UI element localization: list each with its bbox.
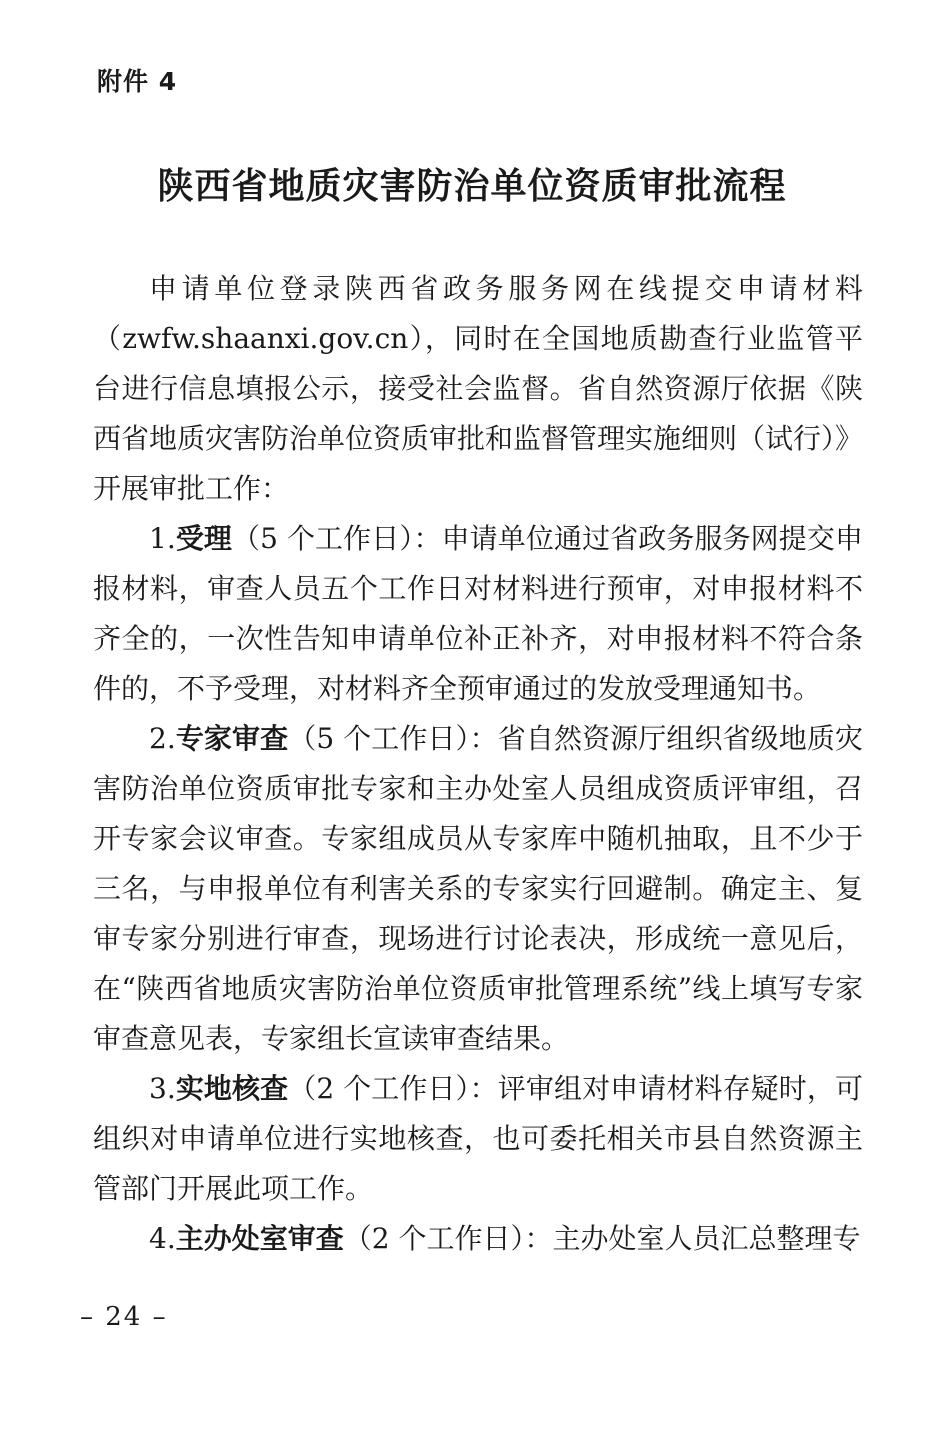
step-text: 主办处室人员汇总整理专: [552, 1222, 861, 1255]
step-duration: （5 个工作日）：: [288, 722, 498, 755]
page-number: – 24 –: [80, 1302, 168, 1332]
step-text: 省自然资源厅组织省级地质灾害防治单位资质审批专家和主办处室人员组成资质评审组，召开专家会议审查。专家组成员从专家库中随机抽取，且不少于三名，与申报单位有利害关系的专家实行回避制。确定主、复审专家分别进行审查，现场进行讨论表决，形成统一意见后，在“陕西省地质灾害防治单位资质审批管理系统”线上填写专家审查意见表，专家组长宣读审查结果。: [93, 722, 863, 1055]
step-heading: 主办处室审查: [175, 1222, 344, 1255]
step-paragraph: [93, 1064, 863, 1214]
step-heading: 专家审查: [175, 722, 289, 755]
step-number: 2.: [149, 722, 176, 755]
document-body: [93, 264, 863, 1264]
document-title: 陕西省地质灾害防治单位资质审批流程: [157, 166, 787, 207]
attachment-label: 附件 4: [97, 67, 178, 96]
step-paragraph: [93, 714, 863, 1064]
step-number: 1.: [149, 522, 176, 555]
step-duration: （2 个工作日）：: [343, 1222, 553, 1255]
step-duration: （5 个工作日）：: [232, 522, 442, 555]
step-heading: 实地核查: [175, 1072, 289, 1105]
step-number: 3.: [149, 1072, 176, 1105]
step-number: 4.: [149, 1222, 176, 1255]
step-text: 申请单位通过省政务服务网提交申报材料，审查人员五个工作日对材料进行预审，对申报材料不齐全的，一次性告知申请单位补正补齐，对申报材料不符合条件的，不予受理，对材料齐全预审通过的发放受理通知书。: [93, 522, 863, 705]
intro-paragraph: 申请单位登录陕西省政务服务网在线提交申请材料（zwfw.shaanxi.gov.cn），同时在全国地质勘查行业监管平台进行信息填报公示，接受社会监督。省自然资源厅依据《陕西省地质灾害防治单位资质审批和监督管理实施细则（试行）》开展审批工作：: [93, 272, 864, 505]
step-duration: （2 个工作日）：: [288, 1072, 498, 1105]
step-paragraph: [93, 1214, 863, 1264]
step-paragraph: [93, 514, 863, 714]
step-text: 评审组对申请材料存疑时，可组织对申请单位进行实地核查，也可委托相关市县自然资源主管部门开展此项工作。: [93, 1072, 863, 1205]
step-heading: 受理: [175, 522, 233, 555]
